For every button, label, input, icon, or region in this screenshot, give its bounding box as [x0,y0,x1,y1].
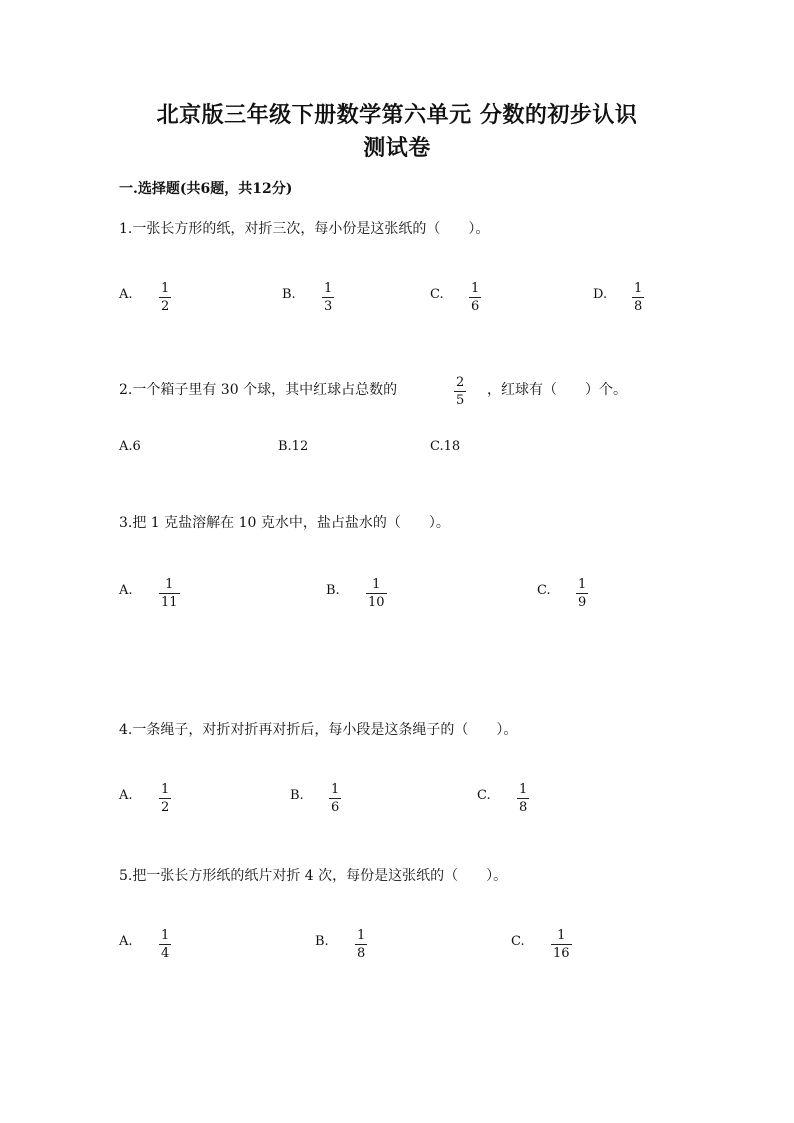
q1-option-a-fraction[interactable] [159,281,171,314]
numerator: 1 [578,577,587,592]
denominator: 8 [519,800,528,815]
question-2-inline-fraction [454,375,466,408]
q4-option-a-label[interactable]: A. [119,788,133,803]
fraction-bar [454,391,466,392]
q1-option-c-fraction[interactable] [469,281,481,314]
denominator: 8 [357,946,366,961]
fraction-bar [355,944,367,945]
q3-option-c-fraction[interactable] [576,577,588,610]
q5-option-b-fraction[interactable] [355,928,367,961]
numerator: 1 [324,281,333,296]
question-4-text: 4.一条绳子，对折对折再对折后，每小段是这条绳子的（ ）。 [119,722,518,738]
denominator: 2 [161,800,170,815]
question-1-text: 1.一张长方形的纸，对折三次，每小份是这张纸的（ ）。 [119,221,490,237]
fraction-bar [159,944,171,945]
fraction-bar [576,593,588,594]
q4-option-b-label[interactable]: B. [290,788,304,803]
q5-option-b-label[interactable]: B. [315,934,329,949]
q2-option-a[interactable]: A.6 [119,439,141,454]
fraction-bar [322,297,334,298]
fraction-bar [329,798,341,799]
fraction-bar [159,798,171,799]
q4-option-c-label[interactable]: C. [477,788,491,803]
q3-option-c-label[interactable]: C. [537,583,551,598]
q2-option-b[interactable]: B.12 [278,439,309,454]
fraction-bar [366,593,387,594]
q4-option-c-fraction[interactable] [517,782,529,815]
q1-option-b-label[interactable]: B. [282,287,296,302]
q3-option-a-label[interactable]: A. [119,583,133,598]
question-3-text: 3.把 1 克盐溶解在 10 克水中，盐占盐水的（ ）。 [119,515,450,531]
denominator: 5 [456,393,465,408]
numerator: 2 [456,375,465,390]
q5-option-c-fraction[interactable] [551,928,572,961]
fraction-bar [469,297,481,298]
question-2-text-after: ，红球有（ ）个。 [487,382,627,398]
denominator: 6 [471,299,480,314]
document-title-line2: 测试卷 [363,135,431,161]
numerator: 1 [519,782,528,797]
question-5-text: 5.把一张长方形纸的纸片对折 4 次，每份是这张纸的（ ）。 [119,868,508,884]
fraction-bar [159,297,171,298]
numerator: 1 [372,577,381,592]
denominator: 16 [553,946,570,961]
q5-option-a-label[interactable]: A. [119,934,133,949]
numerator: 1 [357,928,366,943]
denominator: 9 [578,595,587,610]
denominator: 6 [331,800,340,815]
q1-option-d-fraction[interactable] [632,281,644,314]
q1-option-b-fraction[interactable] [322,281,334,314]
q1-option-a-label[interactable]: A. [119,287,133,302]
denominator: 4 [161,946,170,961]
q4-option-a-fraction[interactable] [159,782,171,815]
denominator: 10 [368,595,385,610]
numerator: 1 [471,281,480,296]
denominator: 2 [161,299,170,314]
fraction-bar [551,944,572,945]
numerator: 1 [161,281,170,296]
denominator: 8 [634,299,643,314]
q3-option-b-label[interactable]: B. [326,583,340,598]
q3-option-b-fraction[interactable] [366,577,387,610]
question-2-text [119,379,397,399]
q4-option-b-fraction[interactable] [329,782,341,815]
denominator: 11 [161,595,178,610]
numerator: 1 [161,928,170,943]
q1-option-c-label[interactable]: C. [430,287,444,302]
numerator: 1 [331,782,340,797]
numerator: 1 [557,928,566,943]
question-2-text-before: 2.一个箱子里有 30 个球，其中红球占总数的 [119,382,398,398]
section-heading: 一.选择题(共6题，共12分) [119,181,293,197]
q1-option-d-label[interactable]: D. [593,287,608,302]
document-title: 北京版三年级下册数学第六单元 分数的初步认识 [156,102,638,128]
fraction-bar [159,593,180,594]
q3-option-a-fraction[interactable] [159,577,180,610]
q5-option-c-label[interactable]: C. [511,934,525,949]
fraction-bar [517,798,529,799]
q2-option-c[interactable]: C.18 [430,439,461,454]
numerator: 1 [161,782,170,797]
numerator: 1 [634,281,643,296]
numerator: 1 [165,577,174,592]
denominator: 3 [324,299,333,314]
fraction-bar [632,297,644,298]
q5-option-a-fraction[interactable] [159,928,171,961]
